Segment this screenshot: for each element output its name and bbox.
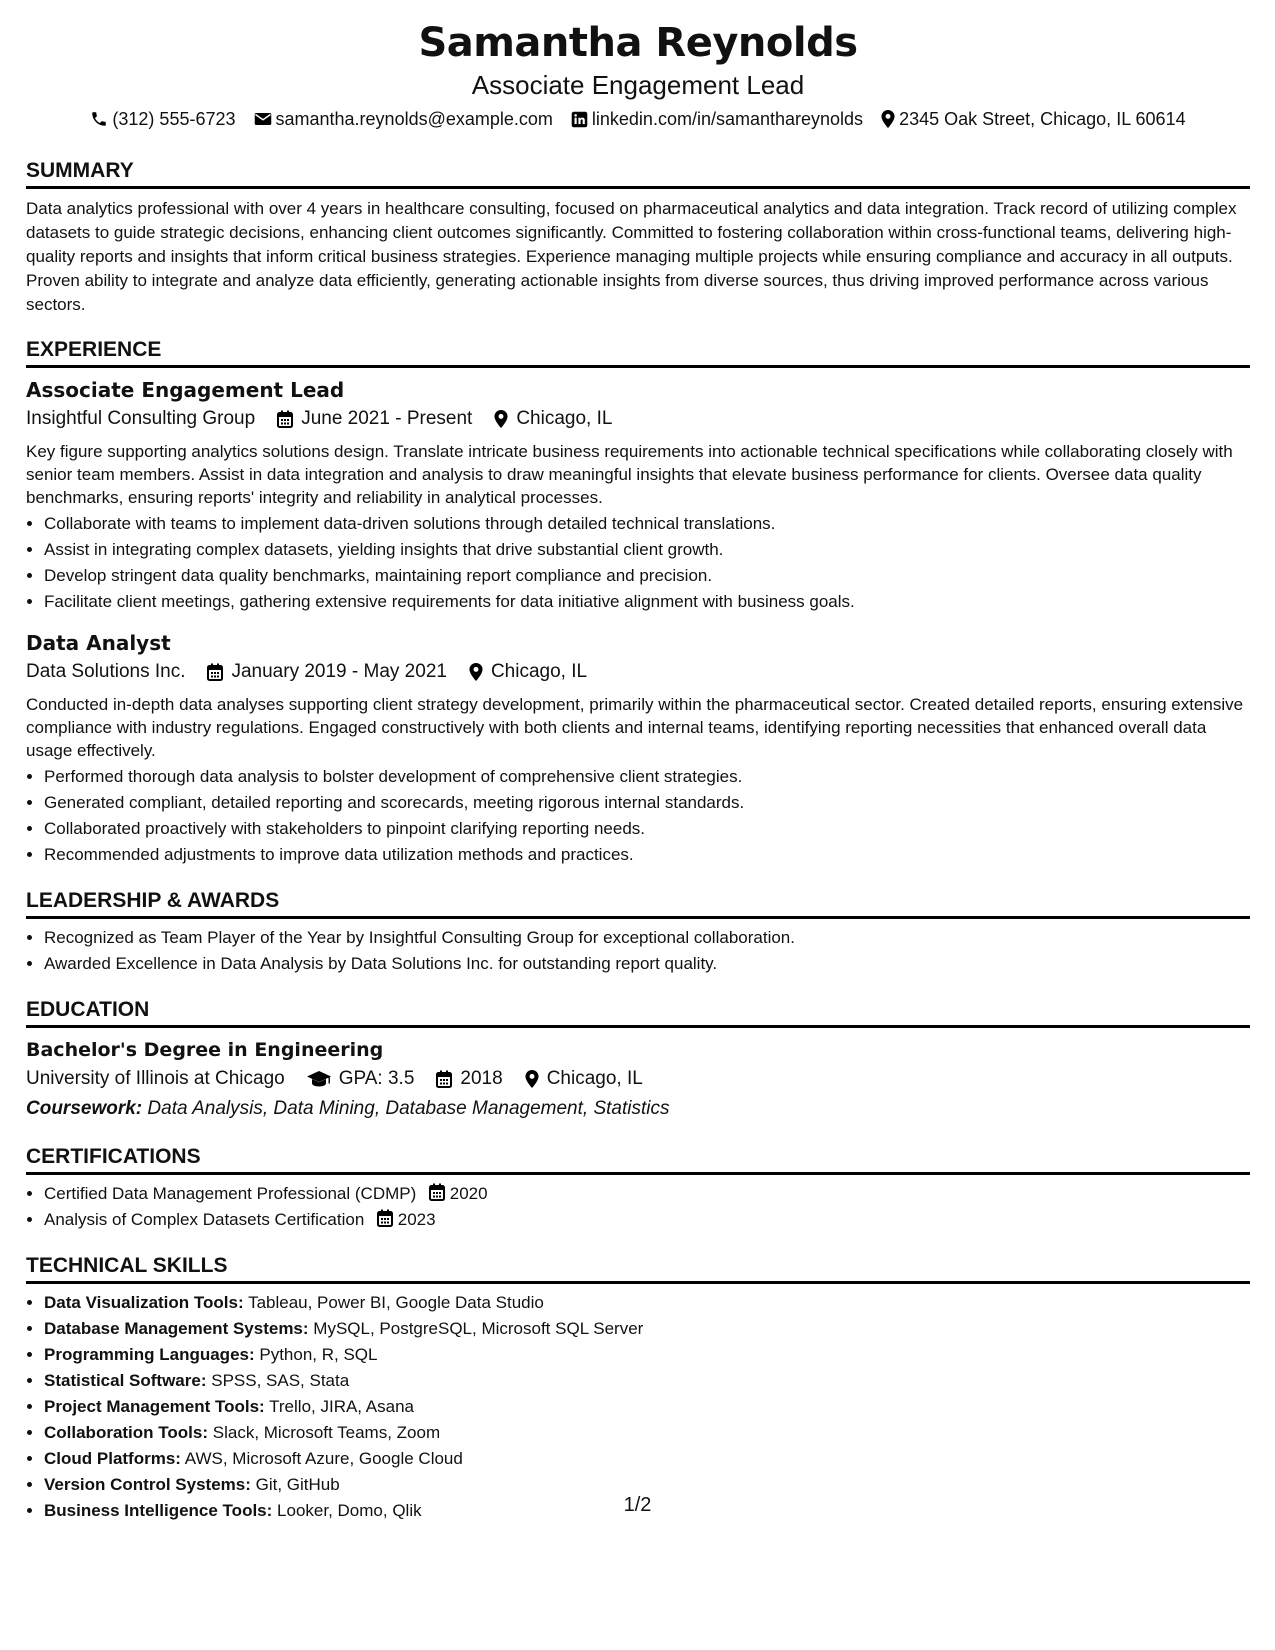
- skill-label: Statistical Software:: [44, 1371, 207, 1390]
- phone-text: (312) 555-6723: [112, 109, 236, 129]
- job-dates: January 2019 - May 2021: [231, 661, 447, 682]
- skill-label: Cloud Platforms:: [44, 1449, 181, 1468]
- contact-email[interactable]: [254, 106, 553, 132]
- job-role: Associate Engagement Lead: [26, 378, 345, 402]
- job-location: Chicago, IL: [516, 408, 613, 429]
- job-bullets: [26, 511, 1250, 615]
- skill-label: Business Intelligence Tools:: [44, 1501, 273, 1520]
- job-entry: [26, 629, 1250, 868]
- coursework-list: Data Analysis, Data Mining, Database Management, Statistics: [147, 1098, 670, 1119]
- phone-icon: [90, 110, 108, 128]
- experience-heading: EXPERIENCE: [26, 337, 1250, 368]
- map-pin-icon: [494, 410, 508, 428]
- contact-bar: [26, 106, 1250, 132]
- list-item: [44, 1446, 1250, 1472]
- linkedin-text: linkedin.com/in/samanthareynolds: [591, 109, 864, 129]
- job-dates: June 2021 - Present: [301, 408, 473, 429]
- job-company: Insightful Consulting Group: [26, 408, 256, 429]
- cert-year: 2020: [449, 1184, 488, 1203]
- leadership-list: [26, 925, 1250, 977]
- linkedin-icon: [571, 111, 588, 128]
- skill-value: Tableau, Power BI, Google Data Studio: [248, 1293, 544, 1312]
- skill-value: Git, GitHub: [255, 1475, 340, 1494]
- page-number: 1/2: [623, 1494, 652, 1516]
- education-coursework: [26, 1094, 1250, 1124]
- skills-heading: TECHNICAL SKILLS: [26, 1253, 1250, 1284]
- list-item: • Recommended adjustments to improve data utilization methods and practices.: [44, 842, 1250, 868]
- skill-value: Slack, Microsoft Teams, Zoom: [212, 1423, 441, 1442]
- skill-value: Trello, JIRA, Asana: [269, 1397, 415, 1416]
- education-meta: [26, 1064, 1250, 1094]
- calendar-icon: [436, 1070, 452, 1088]
- cert-name: Analysis of Complex Datasets Certification: [44, 1210, 365, 1229]
- skill-value: Python, R, SQL: [259, 1345, 378, 1364]
- list-item: [44, 1316, 1250, 1342]
- list-item: • Collaborated proactively with stakeholders to pinpoint clarifying reporting needs.: [44, 816, 1250, 842]
- skill-label: Collaboration Tools:: [44, 1423, 209, 1442]
- list-item: [44, 1420, 1250, 1446]
- list-item: [44, 1394, 1250, 1420]
- job-location: Chicago, IL: [490, 661, 588, 682]
- job-meta: [26, 657, 1250, 687]
- certifications-heading: CERTIFICATIONS: [26, 1144, 1250, 1175]
- list-item: • Recognized as Team Player of the Year by Insightful Consulting Group for exceptional collaboration.: [44, 925, 1250, 951]
- leadership-heading: LEADERSHIP & AWARDS: [26, 888, 1250, 919]
- education-year: 2018: [460, 1068, 503, 1089]
- list-item: • Collaborate with teams to implement data-driven solutions through detailed technical translations.: [44, 511, 1250, 537]
- skill-label: Project Management Tools:: [44, 1397, 265, 1416]
- list-item: • Facilitate client meetings, gathering extensive requirements for data initiative alignment with business goals.: [44, 589, 1250, 615]
- calendar-icon: [377, 1209, 393, 1227]
- education-location: Chicago, IL: [546, 1068, 643, 1089]
- job-description: Conducted in-depth data analyses supporting client strategy development, primarily within the pharmaceutical sector. Created detailed reports, ensuring extensive compliance with industry regulations. Engaged constructively with both clients and internal teams, identifying reporting necessities that enhanced overall data usage effectively.: [26, 695, 1244, 760]
- calendar-icon: [277, 410, 293, 428]
- certifications-list: [26, 1181, 1250, 1233]
- map-pin-icon: [525, 1070, 539, 1088]
- job-description: Key figure supporting analytics solutions design. Translate intricate business requirements into actionable technical specifications while collaborating closely with senior team members. Assist in data integration and analysis to draw meaningful insights that elevate business performance for clients. Oversee data quality benchmarks, ensuring reports' integrity and reliability in analytical processes.: [26, 442, 1233, 507]
- skill-label: Database Management Systems:: [44, 1319, 309, 1338]
- graduation-cap-icon: [307, 1070, 331, 1088]
- candidate-title: Associate Engagement Lead: [471, 70, 805, 100]
- skill-label: Version Control Systems:: [44, 1475, 251, 1494]
- skill-value: AWS, Microsoft Azure, Google Cloud: [184, 1449, 463, 1468]
- education-heading: EDUCATION: [26, 997, 1250, 1028]
- map-pin-icon: [469, 663, 483, 681]
- list-item: • Develop stringent data quality benchmarks, maintaining report compliance and precision.: [44, 563, 1250, 589]
- list-item: [44, 1342, 1250, 1368]
- skill-value: Looker, Domo, Qlik: [277, 1501, 422, 1520]
- calendar-icon: [207, 663, 223, 681]
- coursework-label: Coursework:: [26, 1098, 143, 1119]
- resume-page: [26, 18, 1250, 1524]
- list-item: [44, 1207, 1250, 1233]
- skills-list: [26, 1290, 1250, 1524]
- job-company: Data Solutions Inc.: [26, 661, 186, 682]
- cert-year: 2023: [397, 1210, 436, 1229]
- calendar-icon: [429, 1183, 445, 1201]
- skill-label: Data Visualization Tools:: [44, 1293, 244, 1312]
- summary-heading: SUMMARY: [26, 158, 1250, 189]
- skill-value: MySQL, PostgreSQL, Microsoft SQL Server: [313, 1319, 644, 1338]
- skill-label: Programming Languages:: [44, 1345, 255, 1364]
- list-item: • Assist in integrating complex datasets, yielding insights that drive substantial client growth.: [44, 537, 1250, 563]
- job-entry: [26, 376, 1250, 615]
- job-bullets: [26, 764, 1250, 868]
- email-text: samantha.reynolds@example.com: [275, 109, 553, 129]
- summary-text: Data analytics professional with over 4 years in healthcare consulting, focused on pharmaceutical analytics and data integration. Track record of utilizing complex datasets to guide strategic decisions, enhancing client outcomes significantly. Committed to fostering collaboration within cross-functional teams, delivering high-quality reports and insights that inform critical business strategies. Experience managing multiple projects while ensuring compliance and accuracy in all outputs. Proven ability to integrate and analyze data efficiently, generating actionable insights from diverse sources, thus driving improved performance across various sectors.: [26, 199, 1237, 314]
- skill-value: SPSS, SAS, Stata: [211, 1371, 350, 1390]
- list-item: • Generated compliant, detailed reporting and scorecards, meeting rigorous internal standards.: [44, 790, 1250, 816]
- map-pin-icon: [881, 110, 895, 128]
- list-item: • Awarded Excellence in Data Analysis by Data Solutions Inc. for outstanding report quality.: [44, 951, 1250, 977]
- education-degree: Bachelor's Degree in Engineering: [26, 1039, 384, 1061]
- contact-address: [881, 106, 1186, 132]
- education-school: University of Illinois at Chicago: [26, 1068, 285, 1089]
- contact-linkedin[interactable]: [571, 106, 863, 132]
- address-text: 2345 Oak Street, Chicago, IL 60614: [899, 109, 1186, 129]
- job-role: Data Analyst: [26, 631, 171, 655]
- education-gpa: GPA: 3.5: [338, 1068, 415, 1089]
- envelope-icon: [254, 111, 272, 127]
- cert-name: Certified Data Management Professional (CDMP): [44, 1184, 417, 1203]
- list-item: [44, 1368, 1250, 1394]
- candidate-name: Samantha Reynolds: [418, 20, 858, 66]
- job-meta: [26, 404, 1250, 434]
- contact-phone[interactable]: [90, 106, 235, 132]
- list-item: • Performed thorough data analysis to bolster development of comprehensive client strategies.: [44, 764, 1250, 790]
- list-item: [44, 1181, 1250, 1207]
- list-item: [44, 1290, 1250, 1316]
